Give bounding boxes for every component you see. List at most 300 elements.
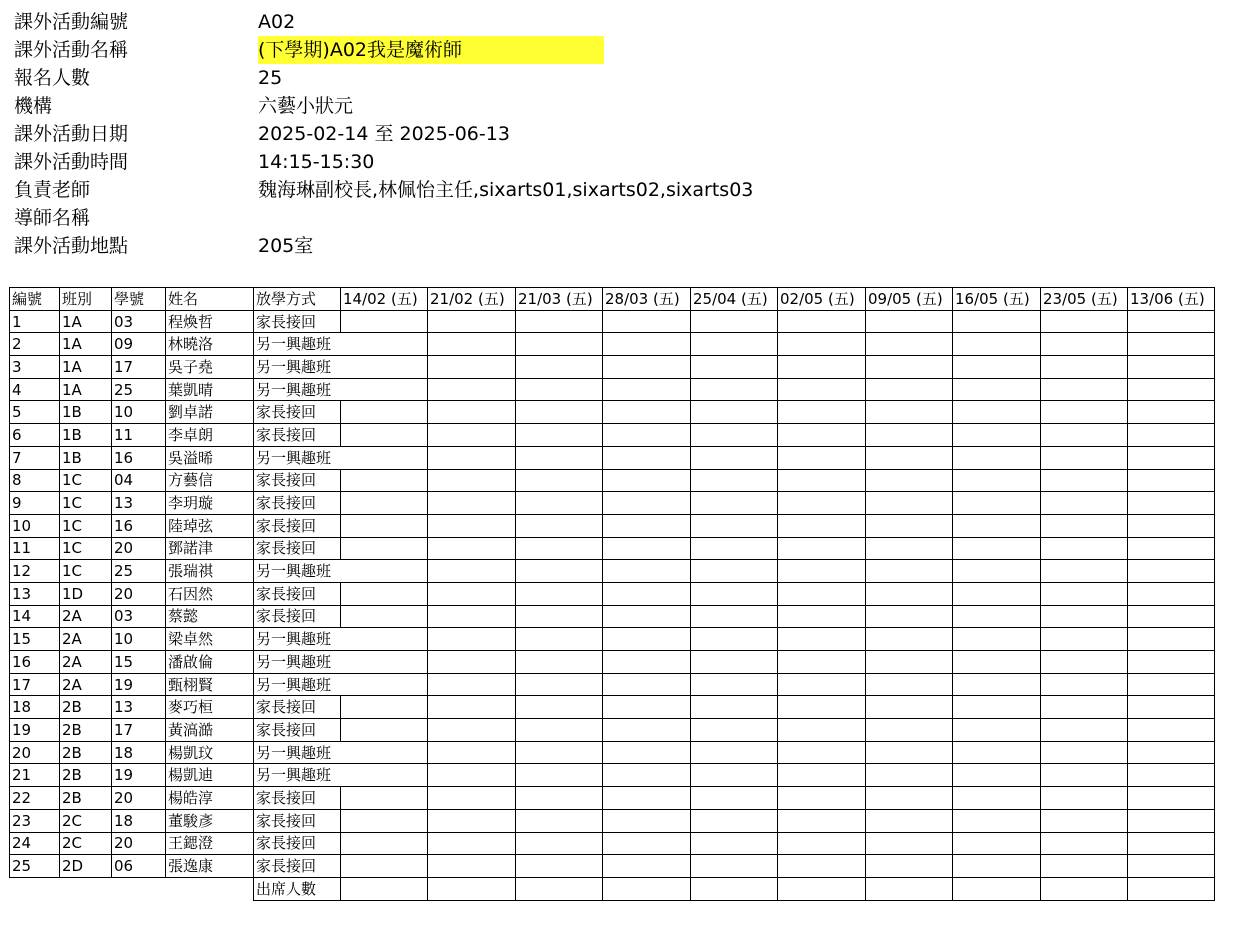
attendance-cell[interactable] [428, 469, 516, 492]
attendance-cell[interactable] [603, 832, 691, 855]
attendance-cell[interactable] [778, 514, 866, 537]
attendance-cell[interactable] [953, 719, 1041, 742]
attendance-cell[interactable] [866, 537, 953, 560]
attendance-cell[interactable] [953, 333, 1041, 356]
attendance-cell[interactable] [778, 401, 866, 424]
attendance-cell[interactable] [516, 787, 603, 810]
attendance-cell[interactable] [691, 719, 778, 742]
attendance-cell[interactable] [603, 492, 691, 515]
attendance-cell[interactable] [428, 514, 516, 537]
attendance-cell[interactable] [778, 492, 866, 515]
attendance-cell[interactable] [428, 492, 516, 515]
attendance-cell[interactable] [866, 628, 953, 651]
cell-name: 方藝信 [166, 469, 254, 492]
attendance-cell[interactable] [778, 741, 866, 764]
table-row [10, 855, 1215, 878]
attendance-cell[interactable] [428, 719, 516, 742]
attendance-cell[interactable] [428, 651, 516, 674]
attendance-cell[interactable] [1128, 560, 1215, 583]
attendance-cell[interactable] [691, 446, 778, 469]
attendance-cell[interactable] [603, 628, 691, 651]
attendance-cell[interactable] [516, 741, 603, 764]
attendance-cell[interactable] [341, 378, 428, 401]
info-value: 14:15-15:30 [258, 151, 375, 173]
attendance-cell[interactable] [866, 469, 953, 492]
attendance-cell[interactable] [341, 696, 428, 719]
attendance-cell[interactable] [341, 424, 428, 447]
attendance-cell[interactable] [428, 446, 516, 469]
attendance-cell[interactable] [866, 560, 953, 583]
attendance-cell[interactable] [603, 582, 691, 605]
cell-cls: 1A [60, 310, 112, 333]
attendance-cell[interactable] [1128, 401, 1215, 424]
attendance-cell[interactable] [953, 492, 1041, 515]
attendance-cell[interactable] [691, 492, 778, 515]
attendance-cell[interactable] [953, 469, 1041, 492]
attendance-cell[interactable] [341, 492, 428, 515]
attendance-cell[interactable] [341, 651, 428, 674]
attendance-cell[interactable] [428, 605, 516, 628]
attendance-cell[interactable] [1041, 764, 1128, 787]
attendance-cell[interactable] [778, 855, 866, 878]
attendance-cell[interactable] [866, 356, 953, 379]
attendance-total-cell[interactable] [953, 877, 1041, 900]
attendance-cell[interactable] [691, 787, 778, 810]
attendance-cell[interactable] [1041, 719, 1128, 742]
attendance-cell[interactable] [1041, 582, 1128, 605]
attendance-cell[interactable] [428, 310, 516, 333]
cell-name: 蔡懿 [166, 605, 254, 628]
attendance-cell[interactable] [1128, 696, 1215, 719]
attendance-cell[interactable] [428, 832, 516, 855]
attendance-cell[interactable] [866, 809, 953, 832]
attendance-cell[interactable] [953, 401, 1041, 424]
attendance-cell[interactable] [516, 469, 603, 492]
attendance-cell[interactable] [341, 741, 428, 764]
cell-sid: 03 [112, 310, 166, 333]
attendance-cell[interactable] [953, 787, 1041, 810]
attendance-cell[interactable] [341, 605, 428, 628]
attendance-cell[interactable] [341, 673, 428, 696]
attendance-cell[interactable] [603, 673, 691, 696]
attendance-cell[interactable] [1041, 356, 1128, 379]
attendance-cell[interactable] [516, 401, 603, 424]
table-row [10, 741, 1215, 764]
attendance-cell[interactable] [1128, 333, 1215, 356]
cell-method: 家長接回 [254, 719, 341, 742]
attendance-cell[interactable] [691, 696, 778, 719]
attendance-cell[interactable] [603, 401, 691, 424]
attendance-cell[interactable] [516, 492, 603, 515]
attendance-cell[interactable] [1128, 855, 1215, 878]
cell-method: 另一興趣班 [254, 560, 341, 583]
date-column-header: 23/05 (五) [1041, 288, 1128, 311]
attendance-cell[interactable] [1041, 628, 1128, 651]
attendance-cell[interactable] [953, 832, 1041, 855]
attendance-cell[interactable] [778, 582, 866, 605]
attendance-cell[interactable] [778, 310, 866, 333]
attendance-cell[interactable] [953, 514, 1041, 537]
attendance-total-cell[interactable] [516, 877, 603, 900]
attendance-cell[interactable] [516, 832, 603, 855]
attendance-cell[interactable] [516, 809, 603, 832]
attendance-cell[interactable] [866, 855, 953, 878]
attendance-cell[interactable] [1041, 310, 1128, 333]
attendance-cell[interactable] [866, 310, 953, 333]
attendance-cell[interactable] [778, 651, 866, 674]
attendance-cell[interactable] [516, 514, 603, 537]
attendance-cell[interactable] [341, 855, 428, 878]
attendance-cell[interactable] [428, 787, 516, 810]
attendance-cell[interactable] [428, 356, 516, 379]
attendance-cell[interactable] [1128, 787, 1215, 810]
attendance-cell[interactable] [516, 333, 603, 356]
attendance-cell[interactable] [603, 356, 691, 379]
attendance-cell[interactable] [428, 696, 516, 719]
attendance-cell[interactable] [691, 832, 778, 855]
attendance-cell[interactable] [341, 809, 428, 832]
attendance-cell[interactable] [603, 855, 691, 878]
attendance-cell[interactable] [691, 560, 778, 583]
attendance-cell[interactable] [428, 560, 516, 583]
attendance-cell[interactable] [1128, 514, 1215, 537]
attendance-cell[interactable] [778, 628, 866, 651]
column-header: 編號 [10, 288, 60, 311]
attendance-cell[interactable] [516, 855, 603, 878]
cell-cls: 2B [60, 764, 112, 787]
attendance-cell[interactable] [691, 378, 778, 401]
attendance-cell[interactable] [603, 560, 691, 583]
attendance-cell[interactable] [778, 764, 866, 787]
date-column-header: 21/03 (五) [516, 288, 603, 311]
attendance-total-cell[interactable] [1128, 877, 1215, 900]
attendance-cell[interactable] [603, 605, 691, 628]
attendance-cell[interactable] [1128, 764, 1215, 787]
attendance-cell[interactable] [428, 378, 516, 401]
attendance-cell[interactable] [866, 696, 953, 719]
attendance-cell[interactable] [1128, 492, 1215, 515]
attendance-cell[interactable] [1128, 741, 1215, 764]
cell-cls: 1D [60, 582, 112, 605]
attendance-cell[interactable] [1041, 537, 1128, 560]
attendance-cell[interactable] [691, 651, 778, 674]
attendance-total-cell[interactable] [428, 877, 516, 900]
attendance-cell[interactable] [516, 582, 603, 605]
attendance-cell[interactable] [341, 333, 428, 356]
attendance-cell[interactable] [866, 333, 953, 356]
attendance-cell[interactable] [516, 446, 603, 469]
attendance-cell[interactable] [1128, 469, 1215, 492]
attendance-cell[interactable] [778, 605, 866, 628]
attendance-cell[interactable] [516, 537, 603, 560]
attendance-cell[interactable] [516, 651, 603, 674]
attendance-cell[interactable] [603, 719, 691, 742]
cell-method: 家長接回 [254, 605, 341, 628]
attendance-cell[interactable] [341, 356, 428, 379]
attendance-cell[interactable] [1041, 696, 1128, 719]
attendance-cell[interactable] [603, 469, 691, 492]
cell-name: 程煥哲 [166, 310, 254, 333]
attendance-cell[interactable] [953, 809, 1041, 832]
attendance-cell[interactable] [1041, 469, 1128, 492]
attendance-cell[interactable] [1041, 424, 1128, 447]
attendance-cell[interactable] [1128, 378, 1215, 401]
attendance-cell[interactable] [428, 401, 516, 424]
attendance-cell[interactable] [778, 696, 866, 719]
info-label: 導師名稱 [14, 207, 91, 229]
attendance-cell[interactable] [866, 424, 953, 447]
attendance-cell[interactable] [1041, 378, 1128, 401]
attendance-cell[interactable] [778, 809, 866, 832]
attendance-cell[interactable] [866, 832, 953, 855]
attendance-cell[interactable] [341, 787, 428, 810]
attendance-cell[interactable] [691, 401, 778, 424]
attendance-cell[interactable] [1128, 537, 1215, 560]
attendance-cell[interactable] [691, 333, 778, 356]
cell-method: 另一興趣班 [254, 356, 341, 379]
attendance-cell[interactable] [428, 424, 516, 447]
attendance-cell[interactable] [778, 469, 866, 492]
attendance-cell[interactable] [1041, 741, 1128, 764]
attendance-cell[interactable] [778, 832, 866, 855]
attendance-cell[interactable] [1041, 809, 1128, 832]
attendance-cell[interactable] [953, 424, 1041, 447]
attendance-cell[interactable] [516, 719, 603, 742]
attendance-cell[interactable] [341, 514, 428, 537]
attendance-cell[interactable] [1128, 356, 1215, 379]
attendance-total-cell[interactable] [1041, 877, 1128, 900]
attendance-cell[interactable] [341, 628, 428, 651]
cell-sid: 25 [112, 560, 166, 583]
attendance-cell[interactable] [778, 787, 866, 810]
attendance-cell[interactable] [953, 446, 1041, 469]
attendance-cell[interactable] [341, 469, 428, 492]
attendance-cell[interactable] [603, 787, 691, 810]
date-column-header: 28/03 (五) [603, 288, 691, 311]
attendance-total-cell[interactable] [866, 877, 953, 900]
attendance-cell[interactable] [603, 651, 691, 674]
attendance-cell[interactable] [603, 446, 691, 469]
empty-cell [166, 877, 254, 900]
cell-name: 劉卓諾 [166, 401, 254, 424]
attendance-cell[interactable] [428, 537, 516, 560]
attendance-cell[interactable] [1041, 605, 1128, 628]
attendance-cell[interactable] [691, 582, 778, 605]
attendance-cell[interactable] [516, 605, 603, 628]
attendance-cell[interactable] [691, 855, 778, 878]
attendance-cell[interactable] [953, 651, 1041, 674]
attendance-cell[interactable] [778, 356, 866, 379]
attendance-cell[interactable] [866, 446, 953, 469]
attendance-cell[interactable] [1041, 514, 1128, 537]
attendance-cell[interactable] [1128, 310, 1215, 333]
attendance-cell[interactable] [778, 560, 866, 583]
table-row [10, 764, 1215, 787]
attendance-cell[interactable] [866, 673, 953, 696]
attendance-cell[interactable] [953, 605, 1041, 628]
attendance-cell[interactable] [341, 582, 428, 605]
attendance-cell[interactable] [341, 832, 428, 855]
attendance-cell[interactable] [341, 764, 428, 787]
attendance-cell[interactable] [603, 333, 691, 356]
attendance-cell[interactable] [953, 582, 1041, 605]
attendance-cell[interactable] [1041, 787, 1128, 810]
attendance-cell[interactable] [603, 764, 691, 787]
attendance-cell[interactable] [341, 446, 428, 469]
attendance-cell[interactable] [691, 809, 778, 832]
attendance-cell[interactable] [1128, 832, 1215, 855]
attendance-cell[interactable] [1128, 628, 1215, 651]
attendance-cell[interactable] [341, 537, 428, 560]
attendance-cell[interactable] [691, 764, 778, 787]
cell-no: 15 [10, 628, 60, 651]
attendance-cell[interactable] [778, 333, 866, 356]
attendance-cell[interactable] [603, 424, 691, 447]
attendance-cell[interactable] [516, 764, 603, 787]
attendance-cell[interactable] [428, 764, 516, 787]
cell-name: 鄧諾津 [166, 537, 254, 560]
attendance-cell[interactable] [516, 310, 603, 333]
attendance-cell[interactable] [691, 356, 778, 379]
cell-sid: 13 [112, 696, 166, 719]
attendance-cell[interactable] [428, 673, 516, 696]
attendance-cell[interactable] [1128, 424, 1215, 447]
attendance-cell[interactable] [1041, 855, 1128, 878]
attendance-cell[interactable] [428, 628, 516, 651]
attendance-cell[interactable] [341, 401, 428, 424]
attendance-cell[interactable] [953, 628, 1041, 651]
attendance-cell[interactable] [866, 764, 953, 787]
attendance-cell[interactable] [603, 310, 691, 333]
info-value: 魏海琳副校長,林佩怡主任,sixarts01,sixarts02,sixarts03 [258, 179, 754, 201]
attendance-cell[interactable] [1128, 809, 1215, 832]
attendance-cell[interactable] [953, 356, 1041, 379]
attendance-cell[interactable] [866, 651, 953, 674]
cell-method: 家長接回 [254, 787, 341, 810]
attendance-cell[interactable] [953, 696, 1041, 719]
attendance-cell[interactable] [603, 741, 691, 764]
attendance-cell[interactable] [603, 378, 691, 401]
attendance-cell[interactable] [691, 514, 778, 537]
attendance-cell[interactable] [691, 424, 778, 447]
attendance-cell[interactable] [603, 537, 691, 560]
attendance-cell[interactable] [866, 605, 953, 628]
attendance-cell[interactable] [953, 764, 1041, 787]
attendance-cell[interactable] [1041, 651, 1128, 674]
attendance-cell[interactable] [866, 378, 953, 401]
attendance-cell[interactable] [778, 719, 866, 742]
attendance-cell[interactable] [778, 673, 866, 696]
attendance-cell[interactable] [516, 356, 603, 379]
cell-no: 4 [10, 378, 60, 401]
attendance-cell[interactable] [428, 333, 516, 356]
attendance-cell[interactable] [953, 560, 1041, 583]
attendance-cell[interactable] [1128, 582, 1215, 605]
attendance-cell[interactable] [516, 696, 603, 719]
attendance-cell[interactable] [1041, 446, 1128, 469]
attendance-cell[interactable] [428, 809, 516, 832]
attendance-cell[interactable] [1128, 673, 1215, 696]
attendance-cell[interactable] [691, 605, 778, 628]
cell-no: 2 [10, 333, 60, 356]
attendance-cell[interactable] [1041, 832, 1128, 855]
attendance-cell[interactable] [1041, 333, 1128, 356]
cell-cls: 1A [60, 378, 112, 401]
attendance-cell[interactable] [866, 514, 953, 537]
attendance-cell[interactable] [516, 673, 603, 696]
attendance-cell[interactable] [1041, 492, 1128, 515]
attendance-cell[interactable] [953, 741, 1041, 764]
cell-sid: 16 [112, 446, 166, 469]
attendance-cell[interactable] [953, 537, 1041, 560]
attendance-cell[interactable] [603, 514, 691, 537]
attendance-cell[interactable] [953, 673, 1041, 696]
attendance-cell[interactable] [778, 424, 866, 447]
attendance-cell[interactable] [341, 719, 428, 742]
cell-no: 7 [10, 446, 60, 469]
attendance-cell[interactable] [778, 446, 866, 469]
cell-sid: 09 [112, 333, 166, 356]
attendance-cell[interactable] [953, 378, 1041, 401]
attendance-cell[interactable] [691, 628, 778, 651]
attendance-cell[interactable] [428, 855, 516, 878]
attendance-cell[interactable] [866, 787, 953, 810]
attendance-cell[interactable] [691, 673, 778, 696]
attendance-cell[interactable] [1128, 446, 1215, 469]
attendance-cell[interactable] [428, 582, 516, 605]
attendance-cell[interactable] [603, 809, 691, 832]
attendance-cell[interactable] [691, 310, 778, 333]
attendance-cell[interactable] [516, 560, 603, 583]
attendance-cell[interactable] [341, 560, 428, 583]
attendance-total-cell[interactable] [341, 877, 428, 900]
attendance-cell[interactable] [691, 537, 778, 560]
cell-sid: 20 [112, 787, 166, 810]
attendance-cell[interactable] [866, 582, 953, 605]
cell-name: 甄栩賢 [166, 673, 254, 696]
attendance-cell[interactable] [1041, 401, 1128, 424]
attendance-cell[interactable] [1041, 560, 1128, 583]
attendance-cell[interactable] [778, 378, 866, 401]
cell-sid: 11 [112, 424, 166, 447]
attendance-cell[interactable] [1128, 605, 1215, 628]
attendance-cell[interactable] [691, 741, 778, 764]
attendance-total-cell[interactable] [778, 877, 866, 900]
attendance-cell[interactable] [866, 719, 953, 742]
attendance-cell[interactable] [428, 741, 516, 764]
cell-name: 張瑞祺 [166, 560, 254, 583]
attendance-cell[interactable] [341, 310, 428, 333]
attendance-cell[interactable] [691, 469, 778, 492]
attendance-cell[interactable] [866, 492, 953, 515]
attendance-cell[interactable] [866, 741, 953, 764]
cell-name: 楊凱迪 [166, 764, 254, 787]
attendance-cell[interactable] [1128, 651, 1215, 674]
attendance-cell[interactable] [516, 424, 603, 447]
attendance-cell[interactable] [1128, 719, 1215, 742]
attendance-cell[interactable] [953, 855, 1041, 878]
attendance-cell[interactable] [1041, 673, 1128, 696]
attendance-cell[interactable] [953, 310, 1041, 333]
attendance-total-cell[interactable] [603, 877, 691, 900]
attendance-cell[interactable] [603, 696, 691, 719]
attendance-cell[interactable] [516, 628, 603, 651]
attendance-cell[interactable] [778, 537, 866, 560]
cell-cls: 2C [60, 809, 112, 832]
attendance-total-cell[interactable] [691, 877, 778, 900]
attendance-cell[interactable] [866, 401, 953, 424]
attendance-cell[interactable] [516, 378, 603, 401]
